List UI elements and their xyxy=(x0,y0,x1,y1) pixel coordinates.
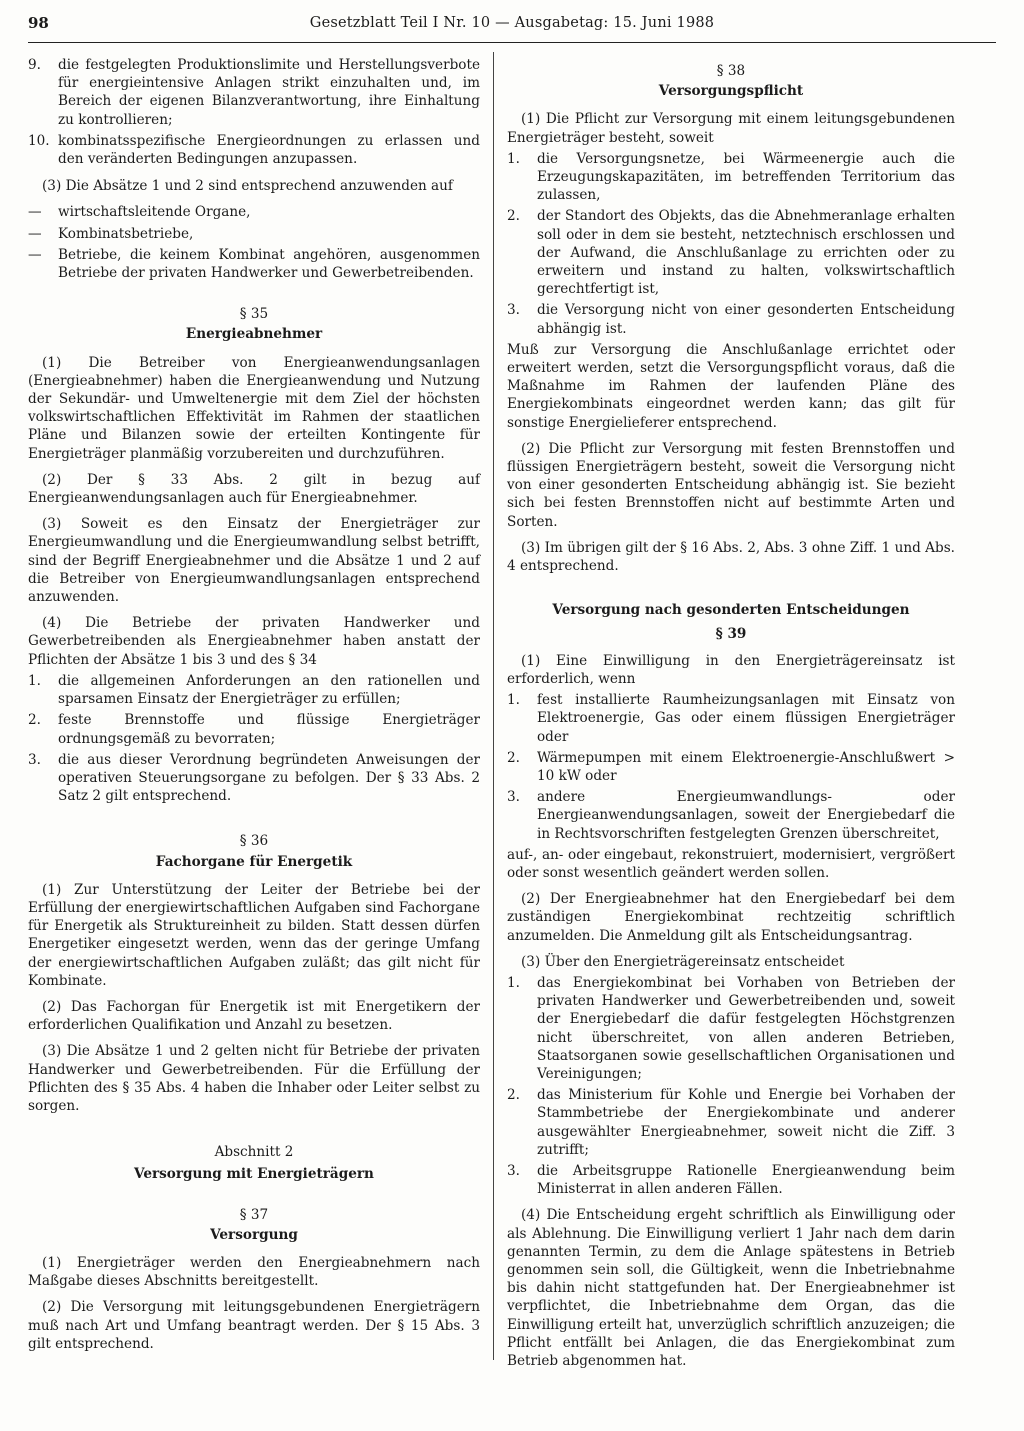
item-text: das Ministerium für Kohle und Energie bei Vorhaben der Stammbetriebe der Energiekombinate und anderer ausgewählter Energieabnehmer, soweit nicht die Ziff. 3 zutrifft; xyxy=(537,1087,955,1158)
list-item xyxy=(28,711,480,747)
section-number: § 38 xyxy=(716,63,746,79)
right-column xyxy=(507,56,955,1378)
group-title: Versorgung nach gesonderten Entscheidungen xyxy=(552,602,910,619)
item-number: 1. xyxy=(507,974,520,991)
section-title: Energieabnehmer xyxy=(185,326,323,343)
gazette-title: Gesetzblatt Teil I Nr. 10 — Ausgabetag: 15. Juni 1988 xyxy=(309,15,715,31)
item-text: andere Energieumwandlungs- oder Energieanwendungsanlagen, soweit der Energiebedarf die in Rechtsvorschriften festgelegten Grenzen überschreitet, xyxy=(537,789,955,842)
item-number: 1. xyxy=(507,692,520,709)
paragraph: (2) Die Versorgung mit leitungsgebundenen Energieträgern muß nach Art und Umfang beantragt werden. Der § 15 Abs. 3 gilt entsprechend. xyxy=(28,1299,480,1352)
item-text: Kombinatsbetriebe, xyxy=(58,225,194,242)
section-number: § 39 xyxy=(715,626,747,643)
item-dash: — xyxy=(28,204,42,221)
list-item xyxy=(507,1162,955,1198)
list-item xyxy=(507,788,955,843)
section-number: § 37 xyxy=(239,1206,269,1223)
paragraph: (1) Eine Einwilligung in den Energieträgereinsatz ist erforderlich, wenn xyxy=(507,652,955,687)
list-item xyxy=(28,672,480,708)
paragraph: (3) Die Absätze 1 und 2 gelten nicht für Betriebe der privaten Handwerker und Gewerbetreibenden. Für die Erfüllung der Pflichten des § 35 Abs. 4 haben die Inhaber oder Leiter selbst zu sorgen. xyxy=(28,1043,480,1114)
item-number: 2. xyxy=(507,208,520,225)
chapter-title: Versorgung mit Energieträgern xyxy=(134,1166,374,1183)
paragraph: (3) Die Absätze 1 und 2 sind entsprechend anzuwenden auf xyxy=(42,178,453,195)
page-number: 98 xyxy=(28,14,49,32)
item-number: 9. xyxy=(28,57,41,73)
item-text: die Versorgung nicht von einer gesonderten Entscheidung abhängig ist. xyxy=(537,302,955,337)
chapter-label: Abschnitt 2 xyxy=(214,1144,294,1161)
paragraph: (2) Die Pflicht zur Versorgung mit festen Brennstoffen und flüssigen Energieträgern besteht, soweit die Versorgung nicht von einer gesonderten Entscheidung abhängig ist. Sie bezieht sich bei festen Brennstoffen nicht auf bestimmte Arten und Sorten. xyxy=(507,440,955,530)
item-text: wirtschaftsleitende Organe, xyxy=(58,204,251,221)
section-number: § 35 xyxy=(239,306,269,323)
paragraph: (1) Energieträger werden den Energieabnehmern nach Maßgabe dieses Abschnitts bereitgestellt. xyxy=(28,1254,480,1290)
item-number: 1. xyxy=(507,150,520,167)
section-title: Fachorgane für Energetik xyxy=(155,853,353,870)
item-number: 3. xyxy=(507,1162,520,1179)
page-header xyxy=(28,12,996,43)
item-text: das Energiekombinat bei Vorhaben von Betrieben der privaten Handwerker und Gewerbetreibenden und, soweit der Energiebedarf die dafür festgelegten Höchstgrenzen nicht überschreitet, von allen anderen Betrieben, Staatsorganen sowie gesellschaftlichen Organisationen und Vereinigungen; xyxy=(537,974,955,1082)
list-item xyxy=(507,301,955,337)
left-column xyxy=(28,56,480,1361)
item-text: Wärmepumpen mit einem Elektroenergie-Anschlußwert > 10 kW oder xyxy=(537,749,955,784)
list-item xyxy=(507,749,955,785)
item-number: 3. xyxy=(28,751,41,768)
item-number: 2. xyxy=(507,1087,520,1104)
paragraph: (2) Der Energieabnehmer hat den Energiebedarf bei dem zuständigen Energiekombinat rechtzeitig schriftlich anzumelden. Die Anmeldung gilt als Entscheidungsantrag. xyxy=(507,891,955,944)
item-text: die Versorgungsnetze, bei Wärmeenergie auch die Erzeugungskapazitäten, im betreffenden Territorium das zulassen, xyxy=(537,150,955,204)
list-item xyxy=(507,1086,955,1159)
list-item xyxy=(507,207,955,298)
item-text: die Arbeitsgruppe Rationelle Energieanwendung beim Ministerrat in allen anderen Fällen. xyxy=(537,1162,955,1198)
paragraph: (2) Das Fachorgan für Energetik ist mit Energetikern der erforderlichen Qualifikation und Anzahl zu besetzen. xyxy=(28,998,480,1034)
list-item xyxy=(28,246,480,282)
list-item xyxy=(507,974,955,1083)
list-item xyxy=(507,691,955,746)
item-dash: — xyxy=(28,246,42,263)
paragraph: (1) Zur Unterstützung der Leiter der Betriebe bei der Erfüllung der energiewirtschaftlichen Aufgaben sind Fachorgane für Energetik als Struktureinheit zu bilden. Statt dessen dürfen Energetiker eingesetzt werden, wenn das der geringe Umfang der energiewirtschaftlichen Aufgaben zuläßt; das gilt nicht für Kombinate. xyxy=(28,881,480,989)
item-number: 3. xyxy=(507,789,520,806)
column-divider xyxy=(493,52,494,1360)
item-dash: — xyxy=(28,225,42,242)
item-text: die allgemeinen Anforderungen an den rationellen und sparsamen Einsatz der Energieträger zu erfüllen; xyxy=(58,672,480,708)
item-number: 10. xyxy=(28,132,50,149)
item-text: feste Brennstoffe und flüssige Energieträger ordnungsgemäß zu bevorraten; xyxy=(58,712,480,747)
item-text: Betriebe, die keinem Kombinat angehören, ausgenommen Betriebe der privaten Handwerker und Gewerbetreibenden. xyxy=(58,246,480,282)
list-item xyxy=(28,225,480,243)
paragraph: (4) Die Entscheidung ergeht schriftlich als Einwilligung oder als Ablehnung. Die Einwilligung verliert 1 Jahr nach dem darin genannten Termin, zu dem die Anlage spätestens in Betrieb genommen sein soll, die Gültigkeit, wenn die Inbetriebnahme bis dahin nicht stattgefunden hat. Der Energieabnehmer ist verpflichtet, die Inbetriebnahme dem Organ, das die Einwilligung erteilt hat, unverzüglich schriftlich anzuzeigen; die Pflicht entfällt bei Anlagen, die das Energiekombinat zum Betrieb abgenommen hat. xyxy=(507,1207,955,1369)
item-text: der Standort des Objekts, das die Abnehmeranlage erhalten soll oder in dem sie besteht, netztechnisch erschlossen und der Aufwand, die Anschlußanlage zu errichten oder zu erweitern und instand zu halten, volkswirtschaftlich gerechtfertigt ist, xyxy=(537,208,955,298)
item-number: 3. xyxy=(507,302,520,319)
item-text: kombinatsspezifische Energieordnungen zu erlassen und den veränderten Bedingungen anzupassen. xyxy=(58,132,480,168)
list-item xyxy=(28,751,480,806)
item-text: fest installierte Raumheizungsanlagen mit Einsatz von Elektroenergie, Gas oder einem flüssigen Energieträger oder xyxy=(537,692,955,745)
paragraph: (2) Der § 33 Abs. 2 gilt in bezug auf Energieanwendungsanlagen auch für Energieabnehmer. xyxy=(28,471,480,507)
item-number: 1. xyxy=(28,672,41,689)
paragraph: (3) Soweit es den Einsatz der Energieträger zur Energieumwandlung und die Energieumwandlung selbst betrifft, sind der Begriff Energieabnehmer und die Absätze 1 und 2 auf die Betreiber von Energieumwandlungsanlagen entsprechend anzuwenden. xyxy=(28,516,480,606)
paragraph: Muß zur Versorgung die Anschlußanlage errichtet oder erweitert werden, setzt die Versorgungspflicht voraus, daß die Maßnahme im Rahmen der laufenden Pläne des Energiekombinats eingeordnet werden kann; das gilt für sonstige Energielieferer entsprechend. xyxy=(507,341,955,431)
paragraph: (3) Über den Energieträgereinsatz entscheidet xyxy=(521,953,845,970)
section-number: § 36 xyxy=(239,833,269,850)
item-text: die aus dieser Verordnung begründeten Anweisungen der operativen Steuerungsorgane zu befolgen. Der § 33 Abs. 2 Satz 2 gilt entsprechend. xyxy=(58,751,480,805)
paragraph: (3) Im übrigen gilt der § 16 Abs. 2, Abs. 3 ohne Ziff. 1 und Abs. 4 entsprechend. xyxy=(507,539,955,575)
item-number: 2. xyxy=(507,749,520,766)
item-text: die festgelegten Produktionslimite und Herstellungsverbote für energieintensive Anlagen strikt einzuhalten und, im Bereich der eigenen Bilanzverantwortung, ihre Einhaltung zu kontrollieren; xyxy=(58,57,480,128)
list-item xyxy=(507,150,955,205)
paragraph: (1) Die Pflicht zur Versorgung mit einem leitungsgebundenen Energieträger besteht, soweit xyxy=(507,111,955,146)
paragraph: auf-, an- oder eingebaut, rekonstruiert, modernisiert, vergrößert oder sonst wesentlich geändert werden sollen. xyxy=(507,846,955,881)
item-number: 2. xyxy=(28,712,41,729)
paragraph: (4) Die Betriebe der privaten Handwerker und Gewerbetreibenden als Energieabnehmer haben anstatt der Pflichten der Absätze 1 bis 3 und des § 34 xyxy=(28,615,480,668)
section-title: Versorgungspflicht xyxy=(658,83,804,100)
list-item xyxy=(28,56,480,129)
paragraph: (1) Die Betreiber von Energieanwendungsanlagen (Energieabnehmer) haben die Energieanwendung und Nutzung der Sekundär- und Umweltenergie mit dem Ziel der höchsten volkswirtschaftlichen Effektivität im Rahmen der staatlichen Pläne und Bilanzen sowie der erteilten Kontingente für Energieträger planmäßig vorzubereiten und durchzuführen. xyxy=(28,354,480,462)
section-title: Versorgung xyxy=(210,1226,298,1243)
list-item xyxy=(28,132,480,168)
list-item xyxy=(28,203,480,221)
